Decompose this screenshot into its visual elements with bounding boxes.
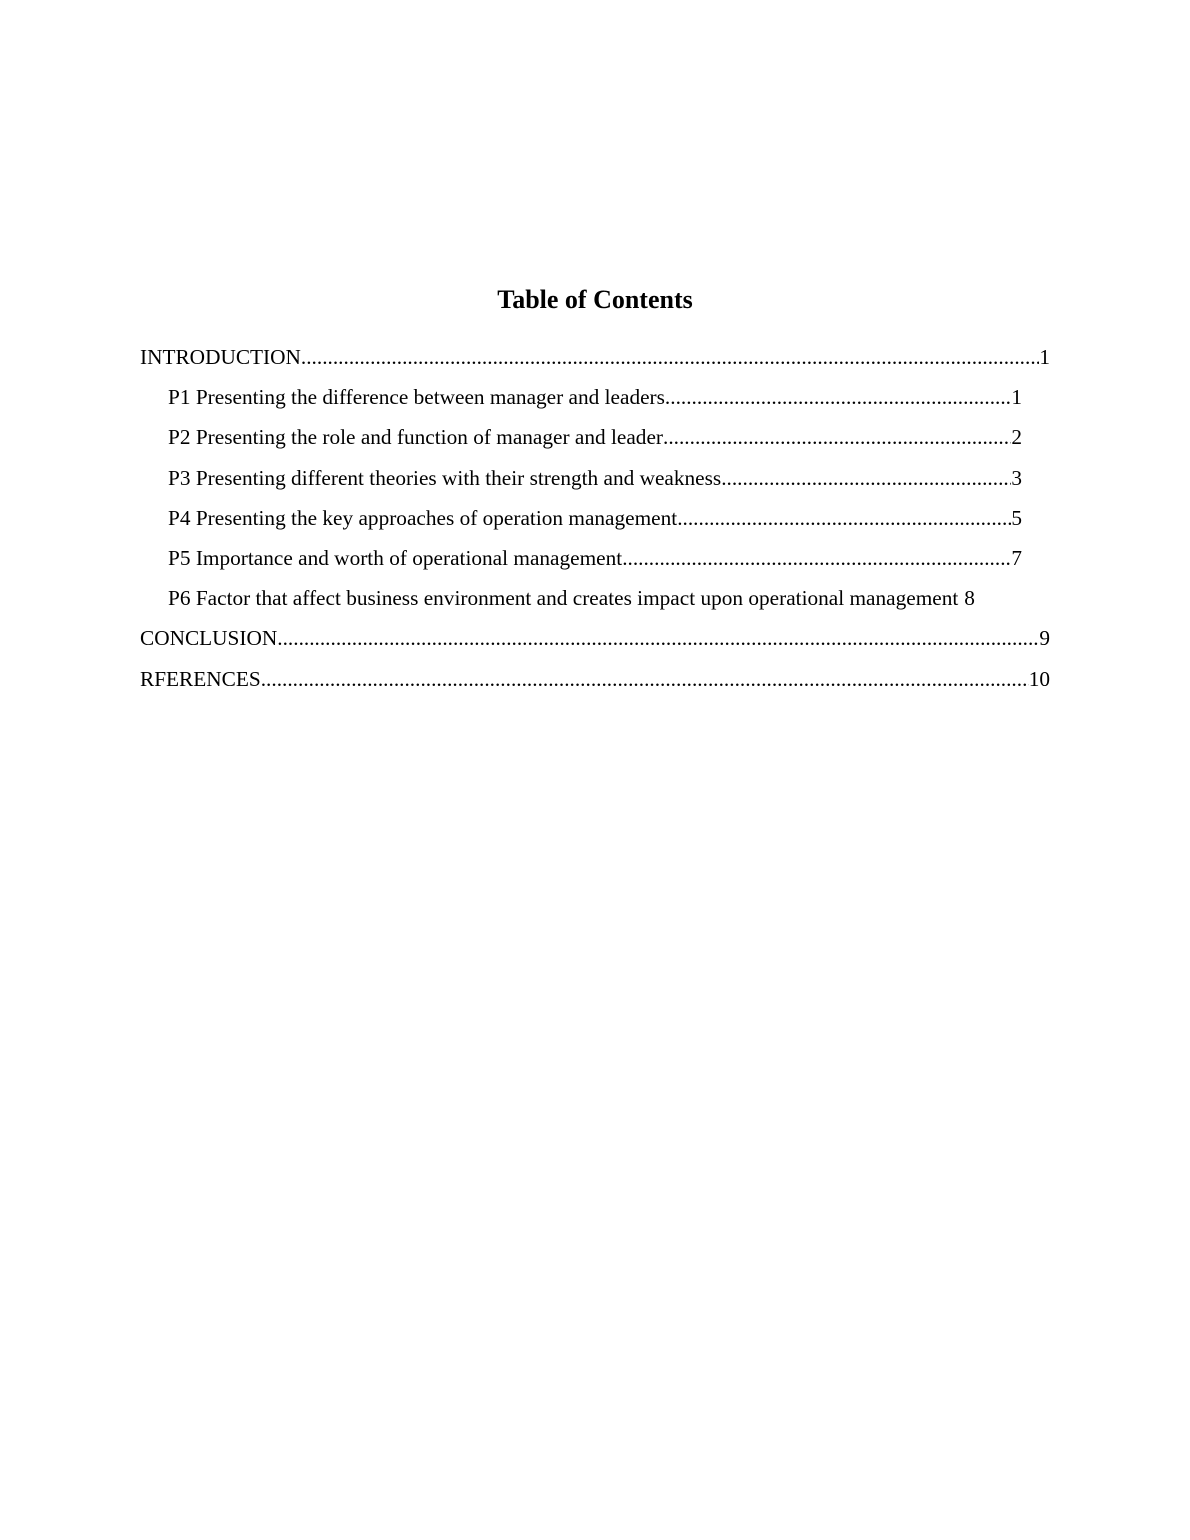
- toc-entry-label: P5 Importance and worth of operational management: [168, 545, 623, 570]
- toc-entry-page-number: 2: [1011, 425, 1022, 450]
- toc-entry-label: P6 Factor that affect business environment and creates impact upon operational management: [168, 586, 959, 611]
- toc-list: [140, 340, 1050, 702]
- toc-entry-page-number: 9: [1039, 626, 1050, 651]
- dot-leader: [261, 662, 1029, 696]
- toc-entry-p4[interactable]: [140, 501, 1022, 541]
- toc-entry-label: INTRODUCTION: [140, 345, 301, 369]
- toc-entry-label: CONCLUSION: [140, 626, 278, 651]
- toc-entry-label: P2 Presenting the role and function of manager and leader: [168, 425, 663, 450]
- toc-entry-page-number: 1: [1039, 345, 1050, 369]
- dot-leader: [665, 380, 1011, 414]
- dot-leader: [277, 621, 1039, 655]
- dot-leader: [721, 461, 1011, 495]
- dot-leader: [301, 340, 1039, 374]
- toc-entry-page-number: 3: [1011, 465, 1022, 490]
- toc-entry-references[interactable]: [140, 662, 1050, 702]
- toc-entry-page-number: 8: [964, 586, 975, 611]
- toc-entry-page-number: 7: [1011, 545, 1022, 570]
- toc-entry-label: P4 Presenting the key approaches of operation management: [168, 505, 678, 530]
- toc-entry-introduction[interactable]: [140, 340, 1050, 380]
- toc-entry-p5[interactable]: [140, 541, 1022, 581]
- toc-entry-p1[interactable]: [140, 380, 1022, 420]
- toc-entry-p6[interactable]: [140, 581, 1050, 621]
- toc-entry-page-number: 10: [1028, 666, 1050, 691]
- dot-leader: [677, 501, 1011, 535]
- toc-entry-p3[interactable]: [140, 461, 1022, 501]
- toc-entry-label: RFERENCES: [140, 666, 261, 691]
- toc-entry-label: P1 Presenting the difference between manager and leaders: [168, 385, 665, 410]
- toc-entry-page-number: 5: [1011, 505, 1022, 530]
- dot-leader: [663, 420, 1011, 454]
- dot-leader: [622, 541, 1011, 575]
- toc-entry-page-number: 1: [1011, 385, 1022, 410]
- toc-title: Table of Contents: [497, 285, 693, 314]
- toc-entry-conclusion[interactable]: [140, 621, 1050, 661]
- toc-entry-p2[interactable]: [140, 420, 1022, 460]
- toc-entry-label: P3 Presenting different theories with their strength and weakness: [168, 465, 722, 490]
